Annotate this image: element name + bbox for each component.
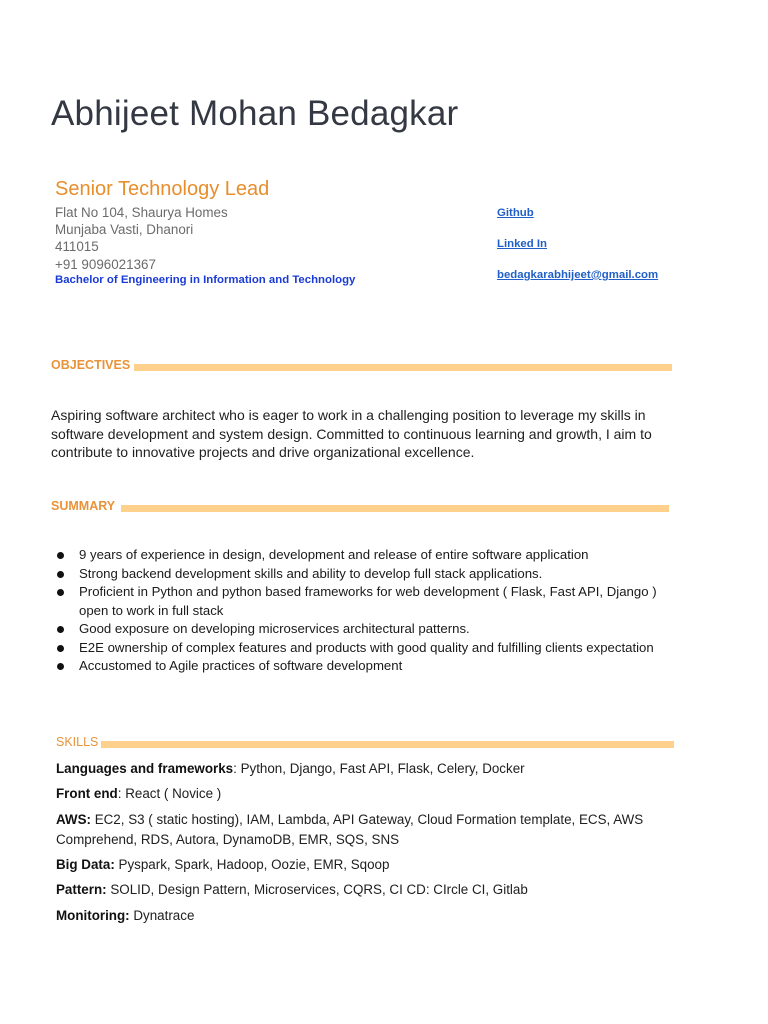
list-item: Proficient in Python and python based frameworks for web development ( Flask, Fast API, Django ) open to work in full stack [51, 583, 681, 620]
bullet-icon [57, 589, 64, 596]
address-line: 411015 [55, 239, 99, 254]
skill-row: Languages and frameworks: Python, Django, Fast API, Flask, Celery, Docker [56, 761, 525, 776]
skills-heading: SKILLS [56, 735, 99, 749]
address-line: Munjaba Vasti, Dhanori [55, 222, 194, 237]
list-item: E2E ownership of complex features and products with good quality and fulfilling clients expectation [51, 639, 681, 658]
skill-row: AWS: EC2, S3 ( static hosting), IAM, Lambda, API Gateway, Cloud Formation template, ECS, AWS Comprehend, RDS, Autora, DynamoDB, EMR, SQS, SNS [56, 812, 644, 847]
objective-text: Aspiring software architect who is eager to work in a challenging position to leverage my skills in software development and system design. Committed to continuous learning and growth, I aim to contribute to innovative projects and drive organizational excellence. [51, 407, 652, 461]
linkedin-link[interactable]: Linked In [497, 238, 547, 250]
job-title: Senior Technology Lead [55, 178, 270, 200]
section-divider [121, 505, 669, 512]
list-item: Good exposure on developing microservices architectural patterns. [51, 620, 681, 639]
degree: Bachelor of Engineering in Information and Technology [55, 274, 356, 286]
bullet-icon [57, 552, 64, 559]
list-item: Accustomed to Agile practices of software development [51, 657, 681, 676]
candidate-name: Abhijeet Mohan Bedagkar [51, 94, 459, 133]
skill-row: Front end: React ( Novice ) [56, 786, 222, 801]
github-link[interactable]: Github [497, 207, 534, 219]
section-divider [101, 741, 674, 748]
email-link[interactable]: bedagkarabhijeet@gmail.com [497, 269, 659, 281]
phone-number: +91 9096021367 [55, 257, 156, 272]
skill-row: Monitoring: Dynatrace [56, 908, 195, 923]
skill-row: Pattern: SOLID, Design Pattern, Microservices, CQRS, CI CD: CIrcle CI, Gitlab [56, 882, 528, 897]
list-item: 9 years of experience in design, development and release of entire software application [51, 546, 681, 565]
address-line: Flat No 104, Shaurya Homes [55, 205, 228, 220]
section-divider [134, 364, 672, 371]
list-item: Strong backend development skills and ability to develop full stack applications. [51, 565, 681, 584]
bullet-icon [57, 663, 64, 670]
objectives-heading: OBJECTIVES [51, 358, 131, 372]
skill-row: Big Data: Pyspark, Spark, Hadoop, Oozie, EMR, Sqoop [56, 857, 390, 872]
bullet-icon [57, 626, 64, 633]
bullet-icon [57, 645, 64, 652]
summary-list [51, 546, 681, 676]
summary-heading: SUMMARY [51, 499, 116, 513]
bullet-icon [57, 571, 64, 578]
